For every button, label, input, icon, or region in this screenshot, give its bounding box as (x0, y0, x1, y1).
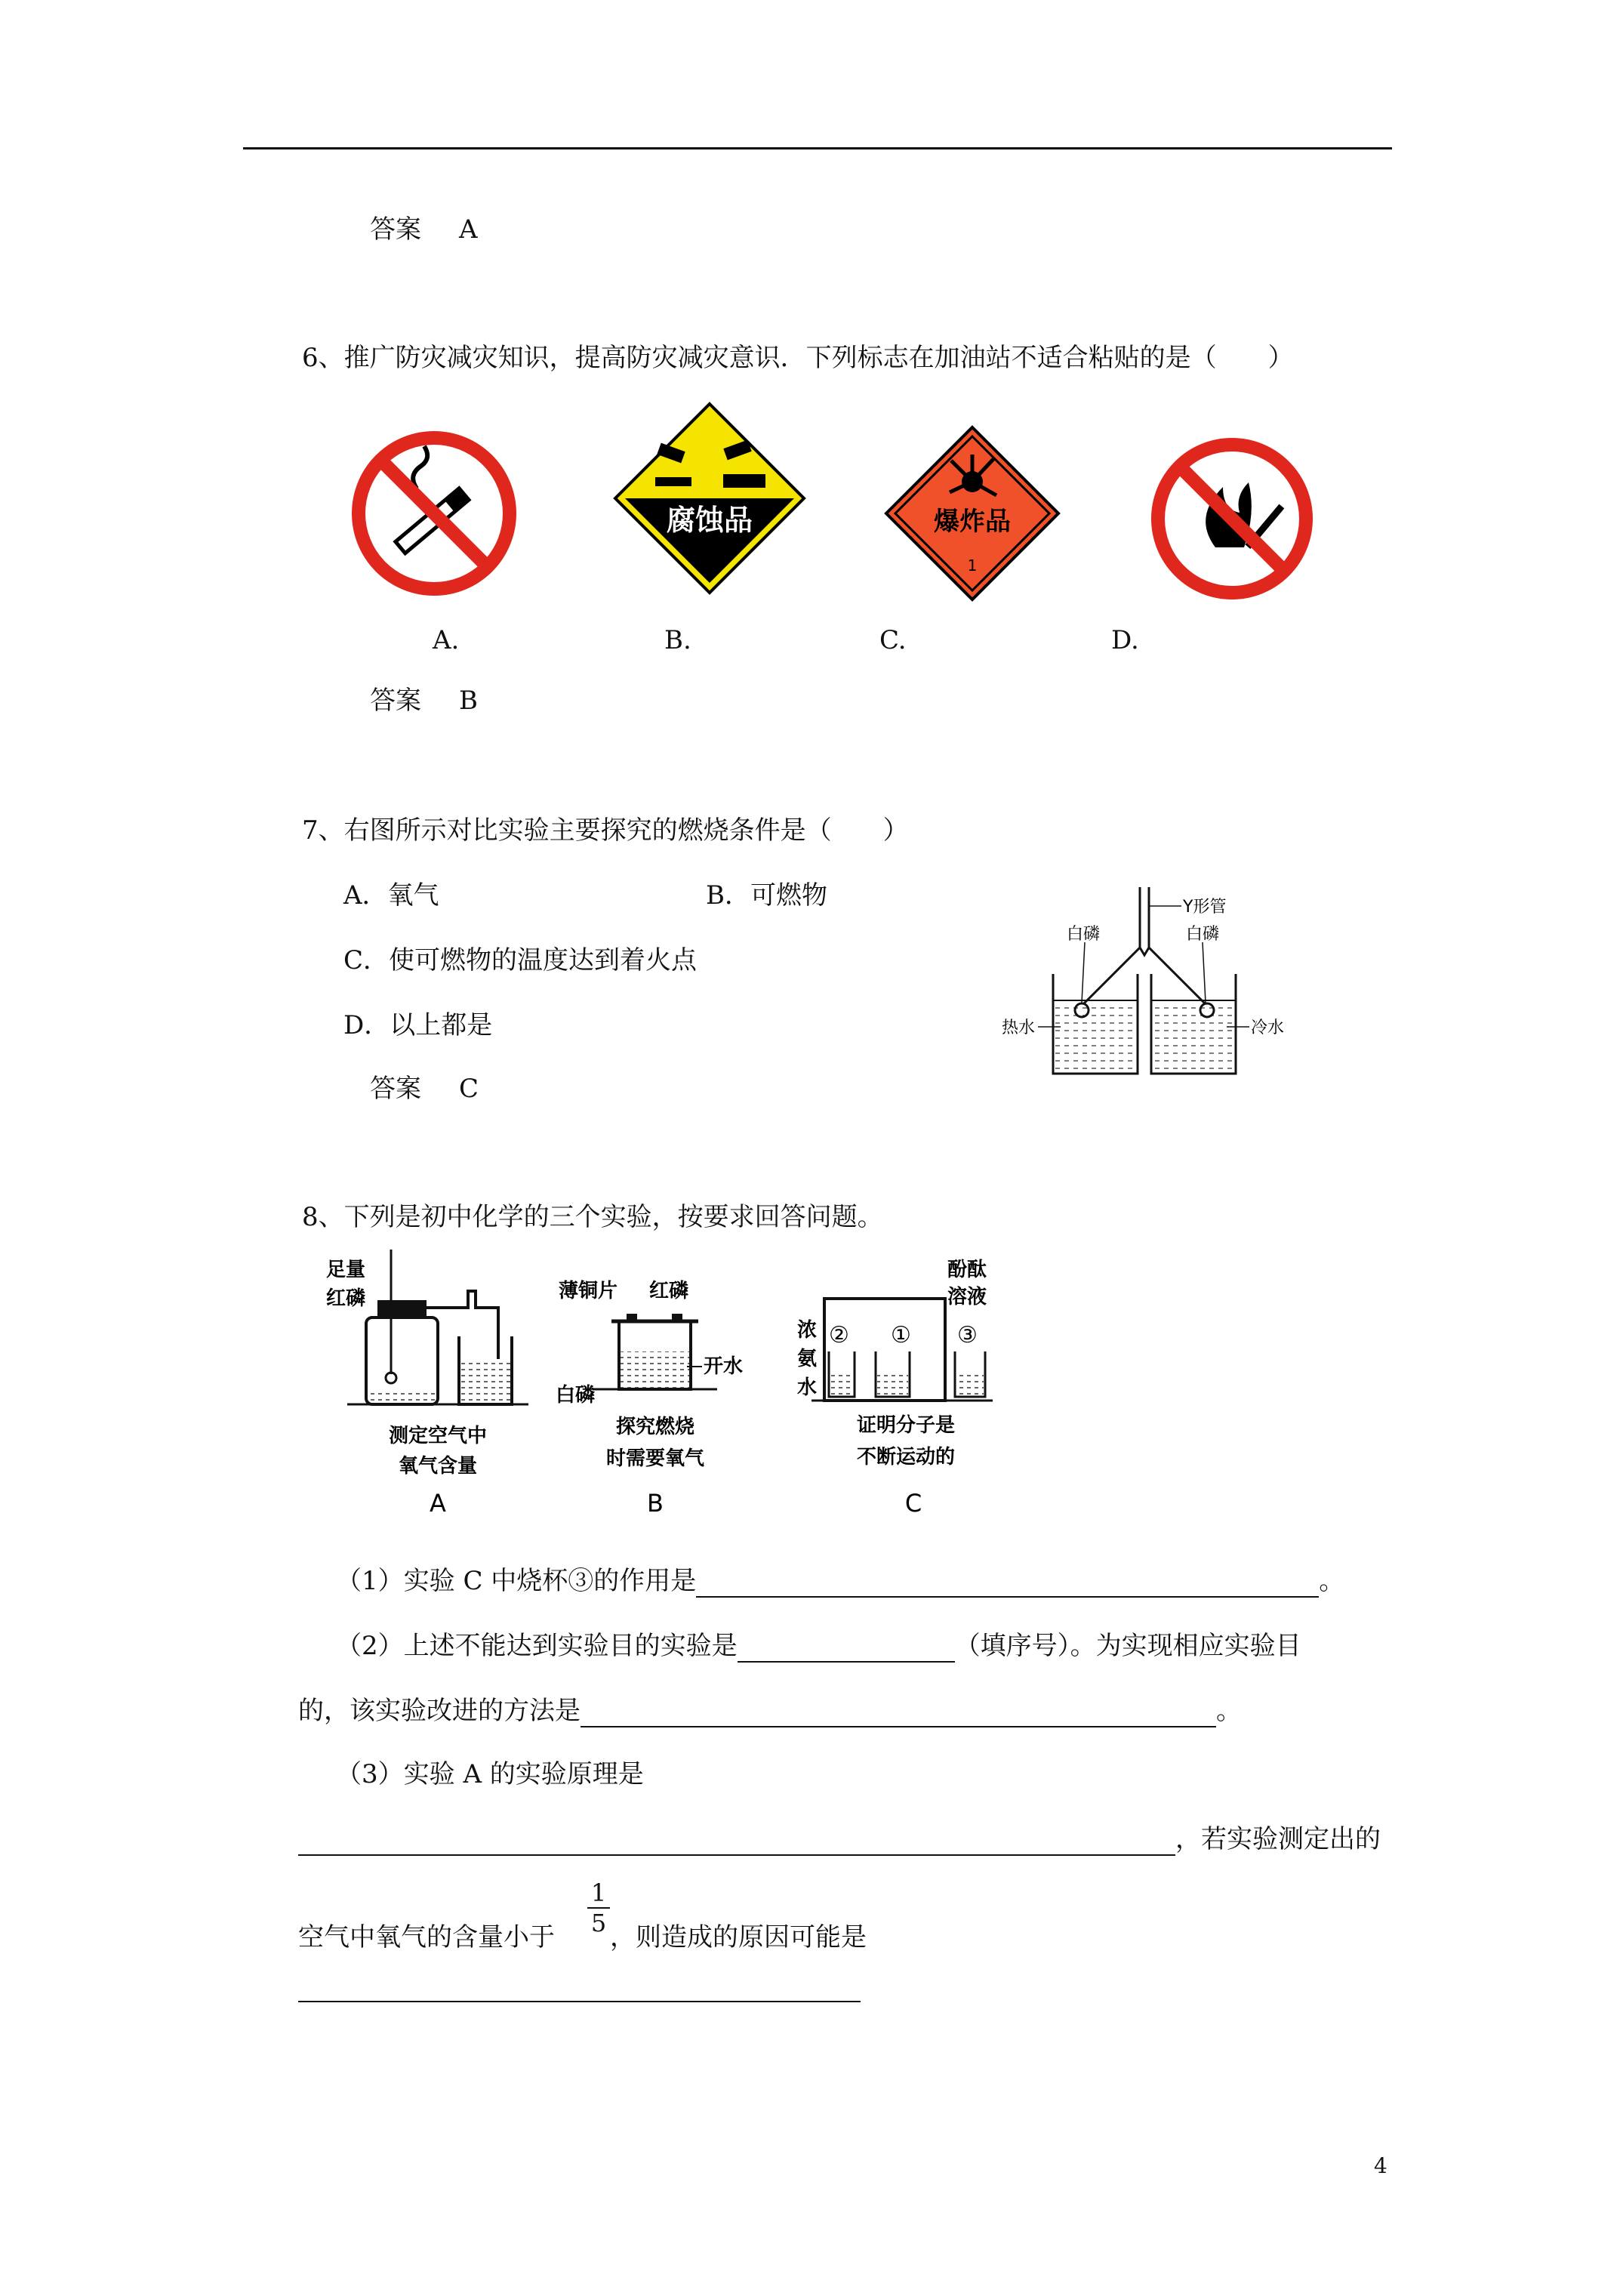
page-number: 4 (1374, 2153, 1387, 2178)
exp-c-caption1: 证明分子是 (856, 1414, 956, 1437)
white-p-right-label: 白磷 (1186, 925, 1220, 944)
exp-c-ammonia3: 水 (797, 1376, 818, 1399)
exp-a-letter: A (430, 1489, 446, 1518)
q8-sub3-line-b-tail: ，则造成的原因可能是 (610, 1922, 867, 1952)
exp-a-label2: 红磷 (326, 1287, 366, 1310)
q7-option-b: B．可燃物 (706, 880, 827, 911)
q8-sub2-blank1[interactable] (738, 1635, 955, 1663)
exp-c-phenol1: 酚酞 (947, 1259, 987, 1281)
fraction-one-fifth: 1 5 (587, 1878, 610, 1937)
exp-c-beaker-1: ① (891, 1322, 911, 1348)
q8-sub1: （1）实验 C 中烧杯③的作用是 。 (336, 1566, 1345, 1596)
q8-sub2-line2: 的，该实验改进的方法是 。 (298, 1696, 1242, 1726)
q6-option-c: C. (879, 625, 907, 655)
explosive-sign-text: 爆炸品 (934, 507, 1011, 537)
q7-option-a: A．氧气 (343, 880, 439, 911)
q8-sub3-line-a: ，若实验测定出的 (298, 1823, 1381, 1856)
exp-c-ammonia2: 氨 (797, 1348, 818, 1370)
q8-stem: 8、下列是初中化学的三个实验，按要求回答问题。 (302, 1202, 883, 1232)
exp-a-figure (326, 1250, 528, 1518)
q8-experiments-diagram (317, 1246, 1012, 1525)
q7-answer: 答案 C (370, 1074, 479, 1104)
q8-sub2-blank2[interactable] (581, 1700, 1216, 1727)
hot-water-label: 热水 (1002, 1019, 1036, 1037)
exp-b-boiling-label: 开水 (704, 1355, 744, 1378)
explosive-sign-icon (882, 423, 1063, 604)
q6-stem: 6、推广防灾减灾知识，提高防灾减灾意识．下列标志在加油站不适合粘贴的是（ ） (302, 343, 1294, 373)
exp-b-figure (556, 1279, 743, 1518)
q5-answer: 答案 A (370, 214, 478, 245)
q7-stem: 7、右图所示对比实验主要探究的燃烧条件是（ ） (302, 815, 909, 846)
q8-sub3: （3）实验 A 的实验原理是 (336, 1759, 644, 1789)
q7-option-d: D．以上都是 (343, 1010, 493, 1040)
cold-water-label: 冷水 (1251, 1019, 1285, 1037)
exp-b-copper-label: 薄铜片 (559, 1280, 618, 1302)
q6-answer: 答案 B (370, 686, 478, 716)
q8-sub2: （2）上述不能达到实验目的实验是 （填序号）。为实现相应实验目 (336, 1631, 1301, 1661)
q8-sub1-blank[interactable] (696, 1570, 1319, 1598)
no-open-flame-sign-icon (1147, 434, 1317, 604)
q7-option-c: C．使可燃物的温度达到着火点 (343, 945, 698, 975)
y-tube-label: Y形管 (1183, 898, 1227, 917)
q6-option-a: A. (433, 625, 460, 655)
q6-option-d: D. (1111, 625, 1139, 655)
exp-a-caption1: 测定空气中 (388, 1425, 488, 1447)
corrosive-sign-text: 腐蚀品 (666, 504, 753, 537)
q6-option-b: B. (664, 625, 691, 655)
exp-c-figure (797, 1258, 993, 1518)
exp-c-ammonia1: 浓 (797, 1319, 818, 1342)
svg-text:1: 1 (967, 556, 978, 575)
exp-a-caption2: 氧气含量 (398, 1455, 478, 1478)
exp-c-letter: C (904, 1489, 922, 1518)
exp-c-caption2: 不断运动的 (856, 1446, 956, 1469)
exp-b-red-p-label: 红磷 (649, 1280, 689, 1302)
exp-b-caption1: 探究燃烧 (615, 1416, 695, 1438)
white-p-left-label: 白磷 (1067, 925, 1101, 944)
exp-c-phenol2: 溶液 (947, 1286, 987, 1308)
exp-b-caption2: 时需要氧气 (605, 1447, 705, 1470)
y-tube-diagram (1000, 876, 1302, 1080)
exp-a-label1: 足量 (326, 1259, 366, 1281)
exp-b-letter: B (647, 1489, 664, 1518)
corrosive-sign-icon (611, 400, 808, 596)
header-rule (243, 147, 1392, 149)
exp-b-white-p-label: 白磷 (556, 1384, 596, 1407)
exp-c-beaker-2: ② (829, 1322, 849, 1348)
q8-sub3-blank2[interactable] (298, 2001, 861, 2002)
no-smoking-sign-icon (347, 427, 521, 600)
exp-c-beaker-3: ③ (957, 1322, 978, 1348)
q8-sub3-line-b: 空气中氧气的含量小于 (298, 1922, 555, 1952)
q8-sub3-blank1[interactable] (298, 1829, 1175, 1856)
